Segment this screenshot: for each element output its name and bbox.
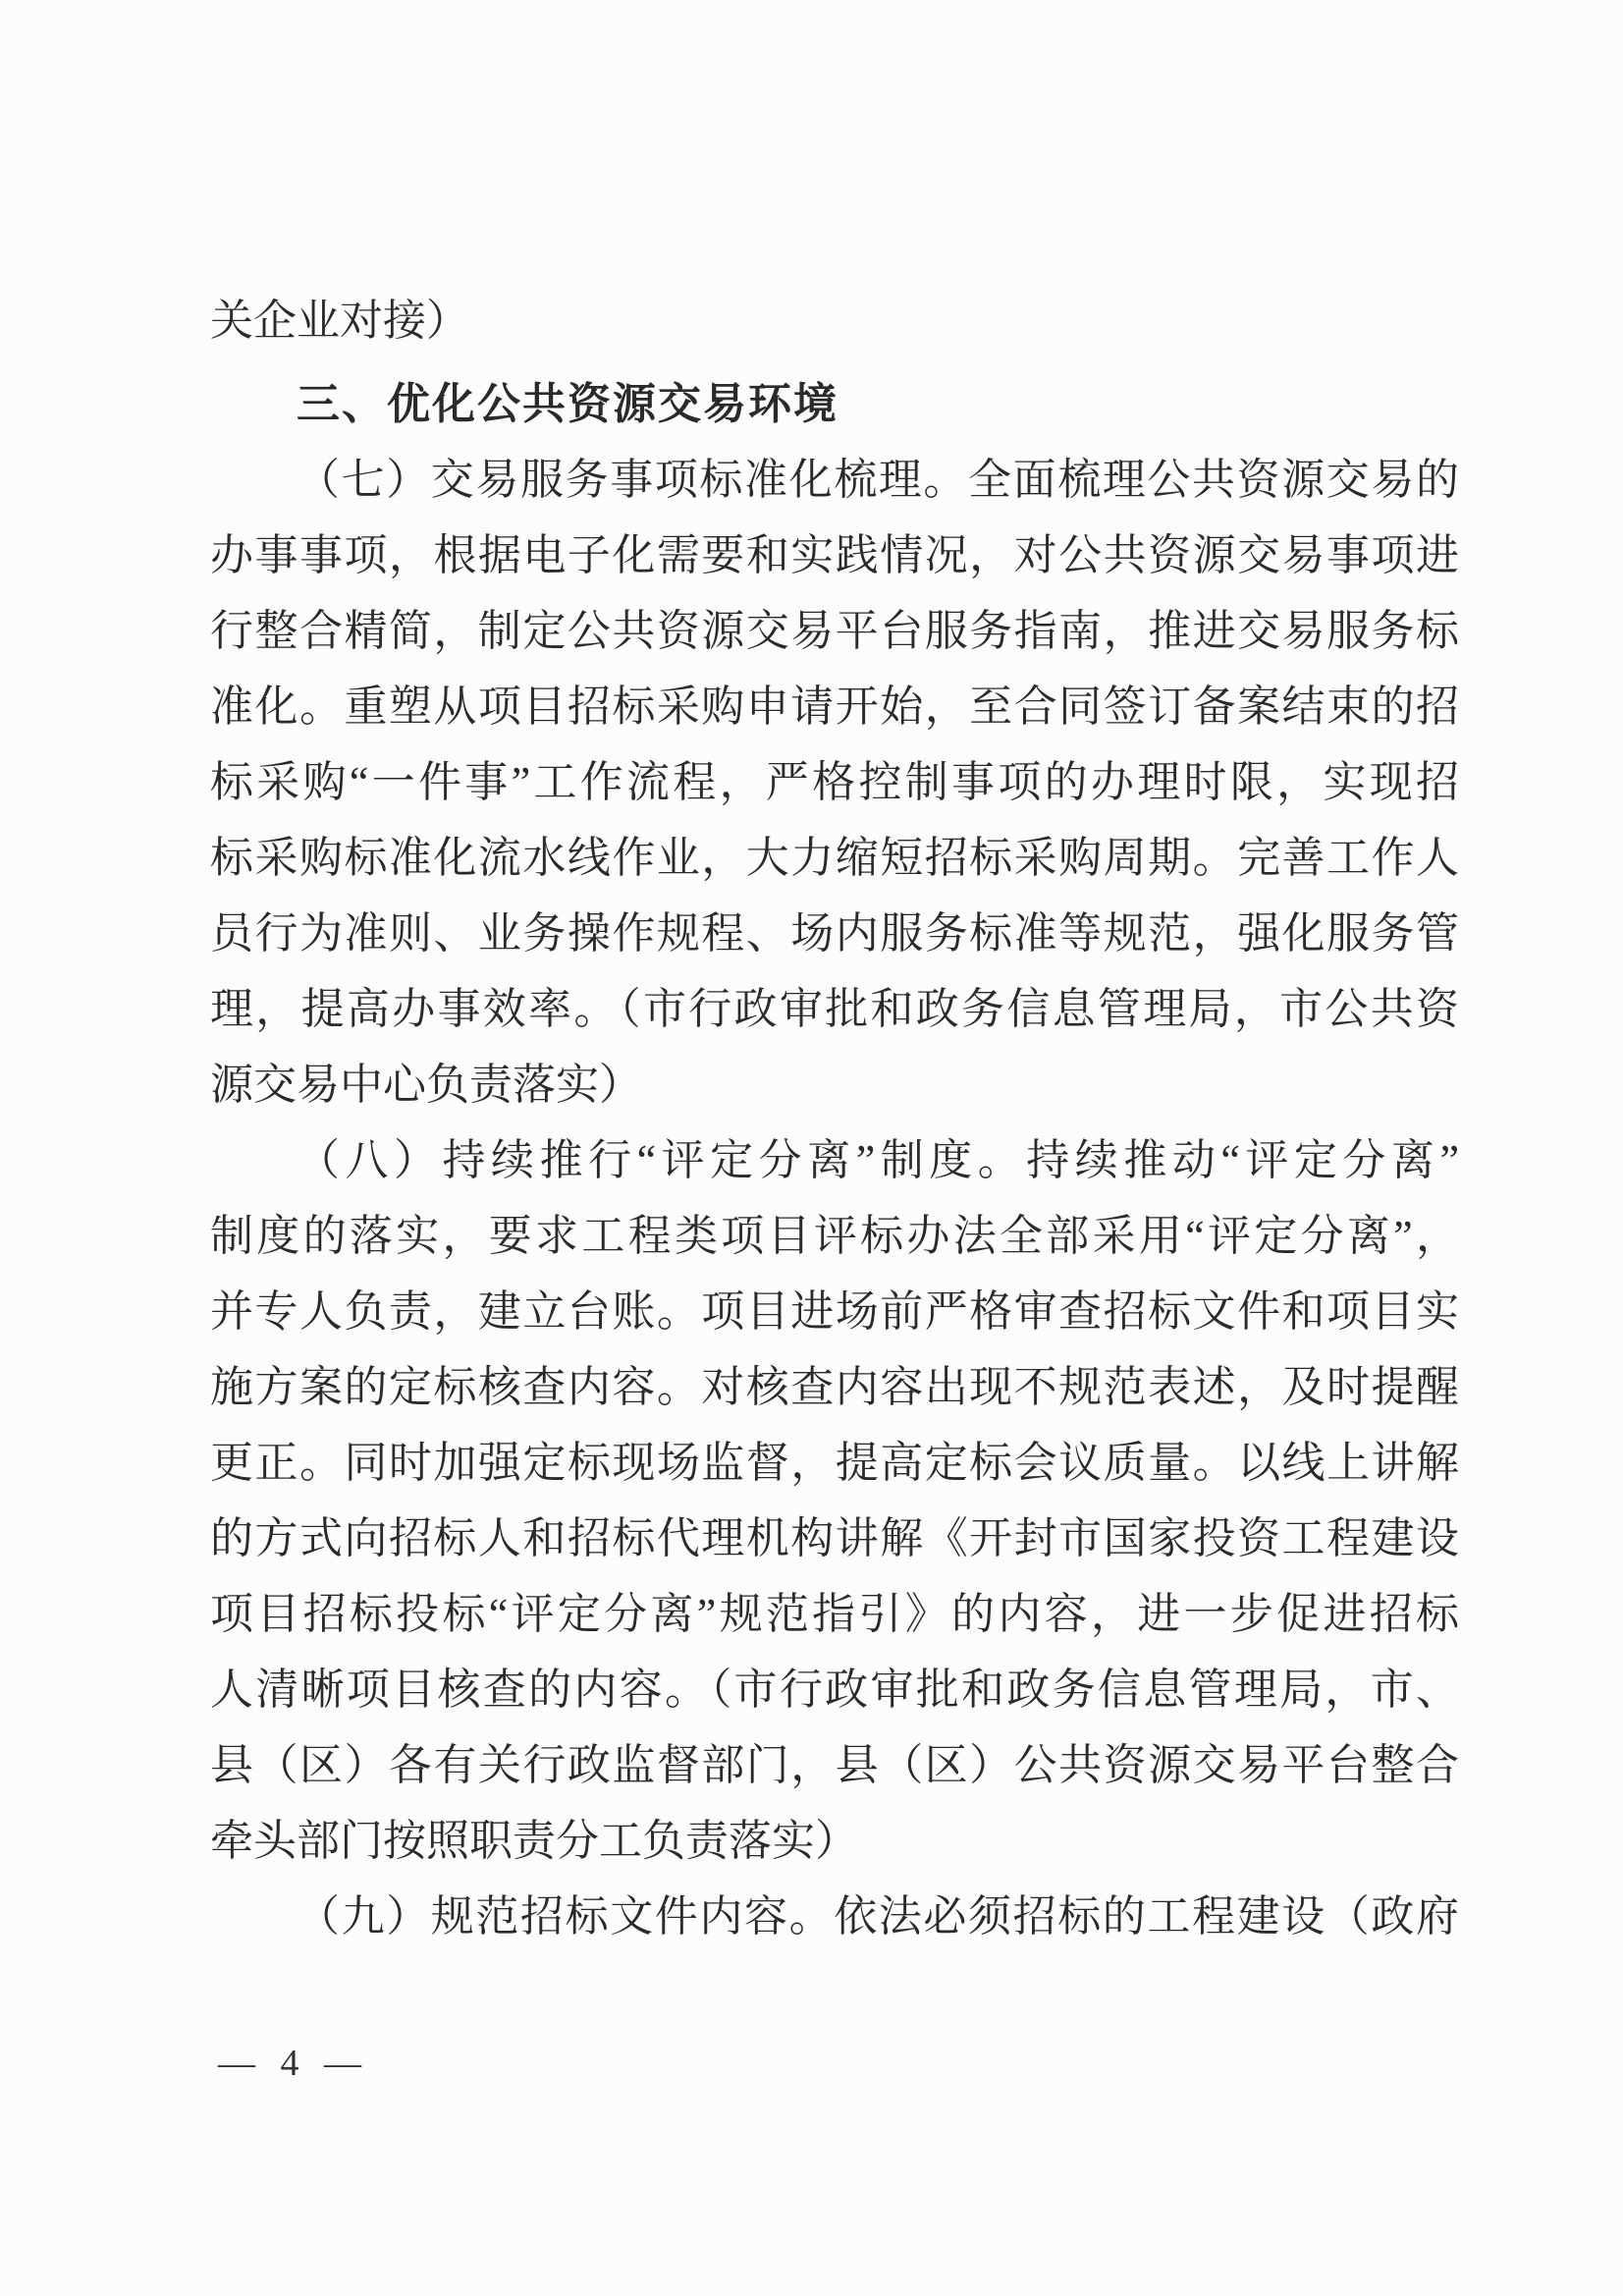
para8-line-2: 制度的落实，要求工程类项目评标办法全部采用“评定分离”， (210, 1212, 1459, 1260)
para8-line-8: 人清晰项目核查的内容。（市行政审批和政务信息管理局，市、 (210, 1666, 1459, 1714)
para7-line-3: 行整合精简，制定公共资源交易平台服务指南，推进交易服务标 (210, 607, 1459, 655)
para9-line-1: （九）规范招标文件内容。依法必须招标的工程建设（政府 (297, 1892, 1459, 1941)
document-body (210, 283, 1459, 1954)
continuation-line: 关企业对接） (210, 297, 469, 345)
para8-line-6: 的方式向招标人和招标代理机构讲解《开封市国家投资工程建设 (210, 1514, 1459, 1562)
page-number: — 4 — (218, 2043, 369, 2084)
para7-line-9: 源交易中心负责落实） (210, 1061, 642, 1109)
para7-line-1: （七）交易服务事项标准化梳理。全面梳理公共资源交易的 (297, 456, 1459, 504)
para7-line-4: 准化。重塑从项目招标采购申请开始，至合同签订备案结束的招 (210, 683, 1459, 731)
para8-line-3: 并专人负责，建立台账。项目进场前严格审查招标文件和项目实 (210, 1287, 1459, 1336)
para7-line-6: 标采购标准化流水线作业，大力缩短招标采购周期。完善工作人 (210, 834, 1459, 882)
para8-line-10: 牵头部门按照职责分工负责落实） (210, 1817, 858, 1865)
para8-line-9: 县（区）各有关行政监督部门，县（区）公共资源交易平台整合 (210, 1741, 1459, 1789)
para7-line-7: 员行为准则、业务操作规程、场内服务标准等规范，强化服务管 (210, 909, 1459, 957)
para8-line-5: 更正。同时加强定标现场监督，提高定标会议质量。以线上讲解 (210, 1439, 1459, 1487)
para8-line-7: 项目招标投标“评定分离”规范指引》的内容，进一步促进招标 (210, 1590, 1459, 1638)
para7-line-2: 办事事项，根据电子化需要和实践情况，对公共资源交易事项进 (210, 531, 1459, 579)
para7-line-8: 理，提高办事效率。（市行政审批和政务信息管理局，市公共资 (210, 985, 1459, 1033)
section-heading: 三、优化公共资源交易环境 (297, 380, 839, 428)
para8-line-4: 施方案的定标核查内容。对核查内容出现不规范表述，及时提醒 (210, 1363, 1459, 1411)
para8-line-1: （八）持续推行“评定分离”制度。持续推动“评定分离” (297, 1136, 1459, 1184)
para7-line-5: 标采购“一件事”工作流程，严格控制事项的办理时限，实现招 (210, 758, 1459, 806)
